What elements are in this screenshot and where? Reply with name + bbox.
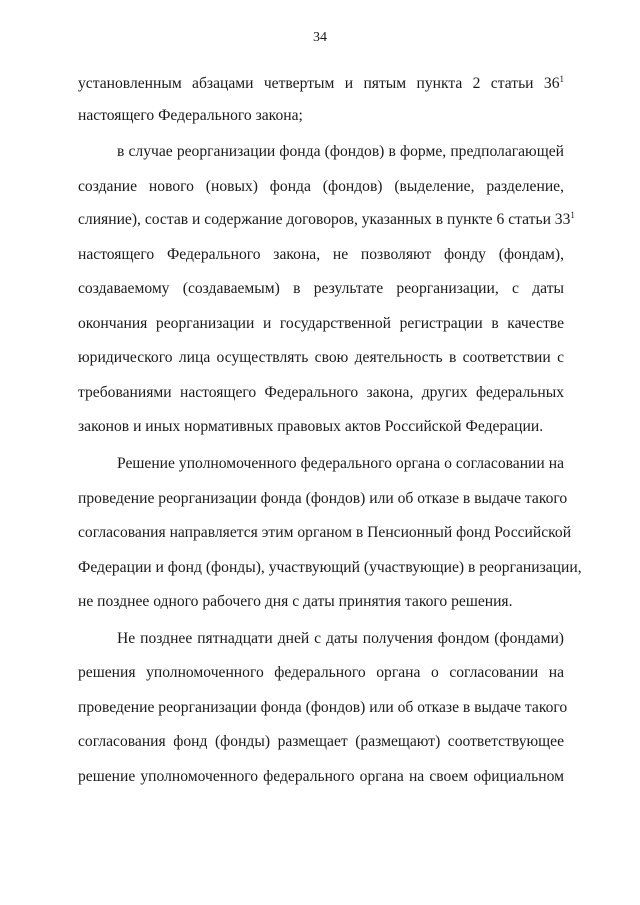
text-line: согласования фонд (фонды) размещает (размещают) соответствующее [78,733,564,750]
text-line [78,74,564,94]
superscript: 1 [570,210,575,220]
text-line: Не позднее пятнадцати дней с даты получения фондом (фондами) [117,630,564,647]
text-line: законов и иных нормативных правовых актов Российской Федерации. [78,418,544,435]
text-line: согласования направляется этим органом в Пенсионный фонд Российской [78,524,572,541]
text-line: проведение реорганизации фонда (фондов) или об отказе в выдаче такого [78,490,568,507]
text-line: настоящего Федерального закона, не позволяют фонду (фондам), [78,246,564,263]
text-line: создание нового (новых) фонда (фондов) (выделение, разделение, [78,178,564,195]
text-line [78,210,575,230]
text-line: Федерации и фонд (фонды), участвующий (участвующие) в реорганизации, [78,559,582,576]
text-line: настоящего Федерального закона; [78,107,303,124]
text-line: не позднее одного рабочего дня с даты принятия такого решения. [78,593,513,610]
line-text: слияние), состав и содержание договоров, указанных в пункте 6 статьи 33 [78,211,571,228]
text-line: создаваемому (создаваемым) в результате реорганизации, с даты [78,280,564,297]
superscript: 1 [559,74,564,84]
text-line: проведение реорганизации фонда (фондов) или об отказе в выдаче такого [78,699,568,716]
text-line: Решение уполномоченного федерального органа о согласовании на [117,455,564,472]
page-number: 34 [313,30,327,45]
text-line: в случае реорганизации фонда (фондов) в форме, предполагающей [117,143,564,160]
line-text: установленным абзацами четвертым и пятым пункта 2 статьи 36 [78,75,560,92]
text-line: решения уполномоченного федерального органа о согласовании на [78,664,564,681]
text-line: требованиями настоящего Федерального закона, других федеральных [78,384,564,401]
text-line: юридического лица осуществлять свою деятельность в соответствии с [78,349,564,366]
text-line: окончания реорганизации и государственной регистрации в качестве [78,315,564,332]
text-line: решение уполномоченного федерального органа на своем официальном [78,768,564,785]
